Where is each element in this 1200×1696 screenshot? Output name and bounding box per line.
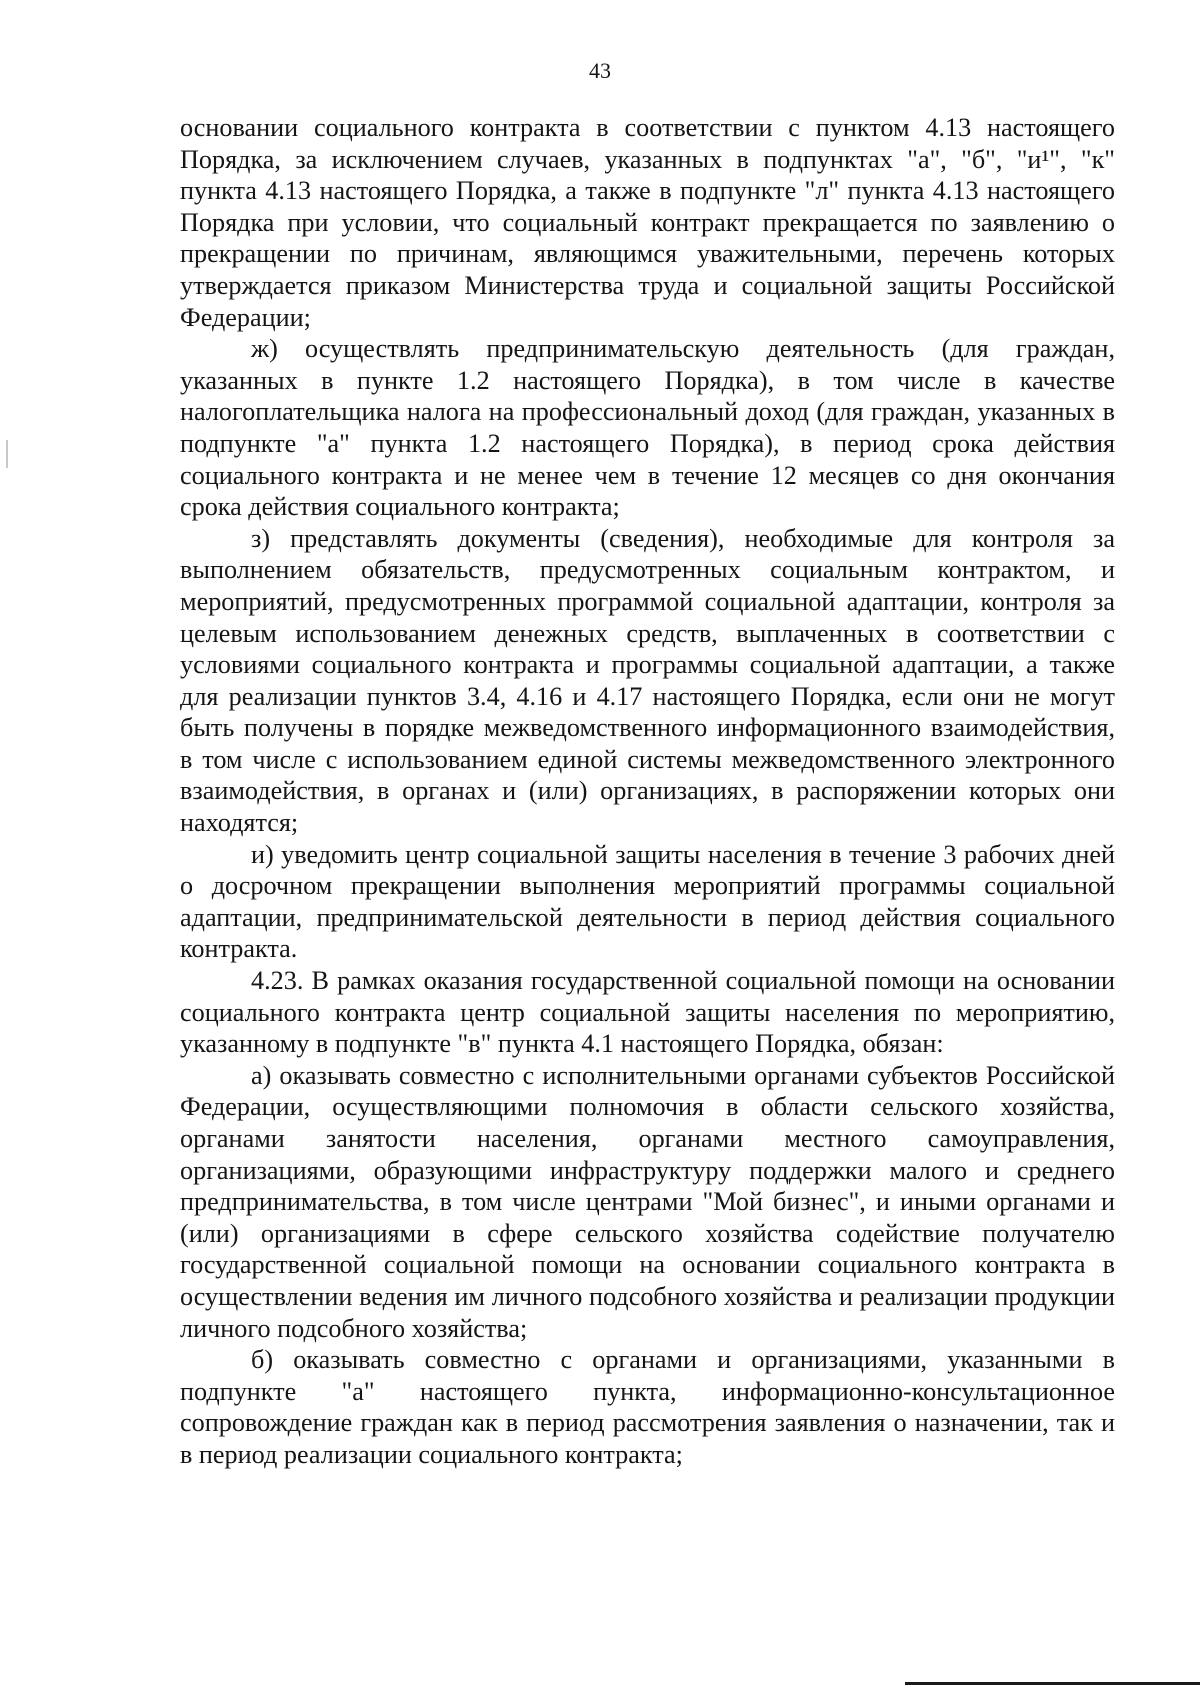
paragraph-item-i: и) уведомить центр социальной защиты населения в течение 3 рабочих дней о досрочном прекращении выполнения мероприятий программы социальной адаптации, предпринимательской деятельности в период действия социального контракта. [180,839,1115,964]
paragraph-item-z: з) представлять документы (сведения), необходимые для контроля за выполнением обязательств, предусмотренных социальным контрактом, и мероприятий, предусмотренных программой социальной адаптации, контроля за целевым использованием денежных средств, выплаченных в соответствии с условиями социального контракта и программы социальной адаптации, а также для реализации пунктов 3.4, 4.16 и 4.17 настоящего Порядка, если они не могут быть получены в порядке межведомственного информационного взаимодействия, в том числе с использованием единой системы межведомственного электронного взаимодействия, в органах и (или) организациях, в распоряжении которых они находятся; [180,523,1115,838]
paragraph-item-a: а) оказывать совместно с исполнительными органами субъектов Российской Федерации, осуществляющими полномочия в области сельского хозяйства, органами занятости населения, органами местного самоуправления, организациями, образующими инфраструктуру поддержки малого и среднего предпринимательства, в том числе центрами "Мой бизнес", и иными органами и (или) организациями в сфере сельского хозяйства содействие получателю государственной социальной помощи на основании социального контракта в осуществлении ведения им личного подсобного хозяйства и реализации продукции личного подсобного хозяйства; [180,1060,1115,1343]
scan-artifact [6,440,8,468]
bottom-edge-line [905,1682,1200,1685]
paragraph-continuation: основании социального контракта в соответствии с пунктом 4.13 настоящего Порядка, за исключением случаев, указанных в подпунктах "а", "б", "и¹", "к" пункта 4.13 настоящего Порядка, а также в подпункте "л" пункта 4.13 настоящего Порядка при условии, что социальный контракт прекращается по заявлению о прекращении по причинам, являющимся уважительными, перечень которых утверждается приказом Министерства труда и социальной защиты Российской Федерации; [180,113,1115,332]
paragraph-item-b: б) оказывать совместно с органами и организациями, указанными в подпункте "а" настоящего пункта, информационно-консультационное сопровождение граждан как в период рассмотрения заявления о назначении, так и в период реализации социального контракта; [180,1345,1115,1469]
paragraph-item-zh: ж) осуществлять предпринимательскую деятельность (для граждан, указанных в пункте 1.2 настоящего Порядка), в том числе в качестве налогоплательщика налога на профессиональный доход (для граждан, указанных в подпункте "а" пункта 1.2 настоящего Порядка), в период срока действия социального контракта и не менее чем в течение 12 месяцев со дня окончания срока действия социального контракта; [180,334,1115,522]
page-number: 43 [589,58,611,83]
paragraph-clause-4-23: 4.23. В рамках оказания государственной социальной помощи на основании социального контракта центр социальной защиты населения по мероприятию, указанному в подпункте "в" пункта 4.1 настоящего Порядка, обязан: [180,966,1115,1059]
document-body [180,112,1115,1471]
